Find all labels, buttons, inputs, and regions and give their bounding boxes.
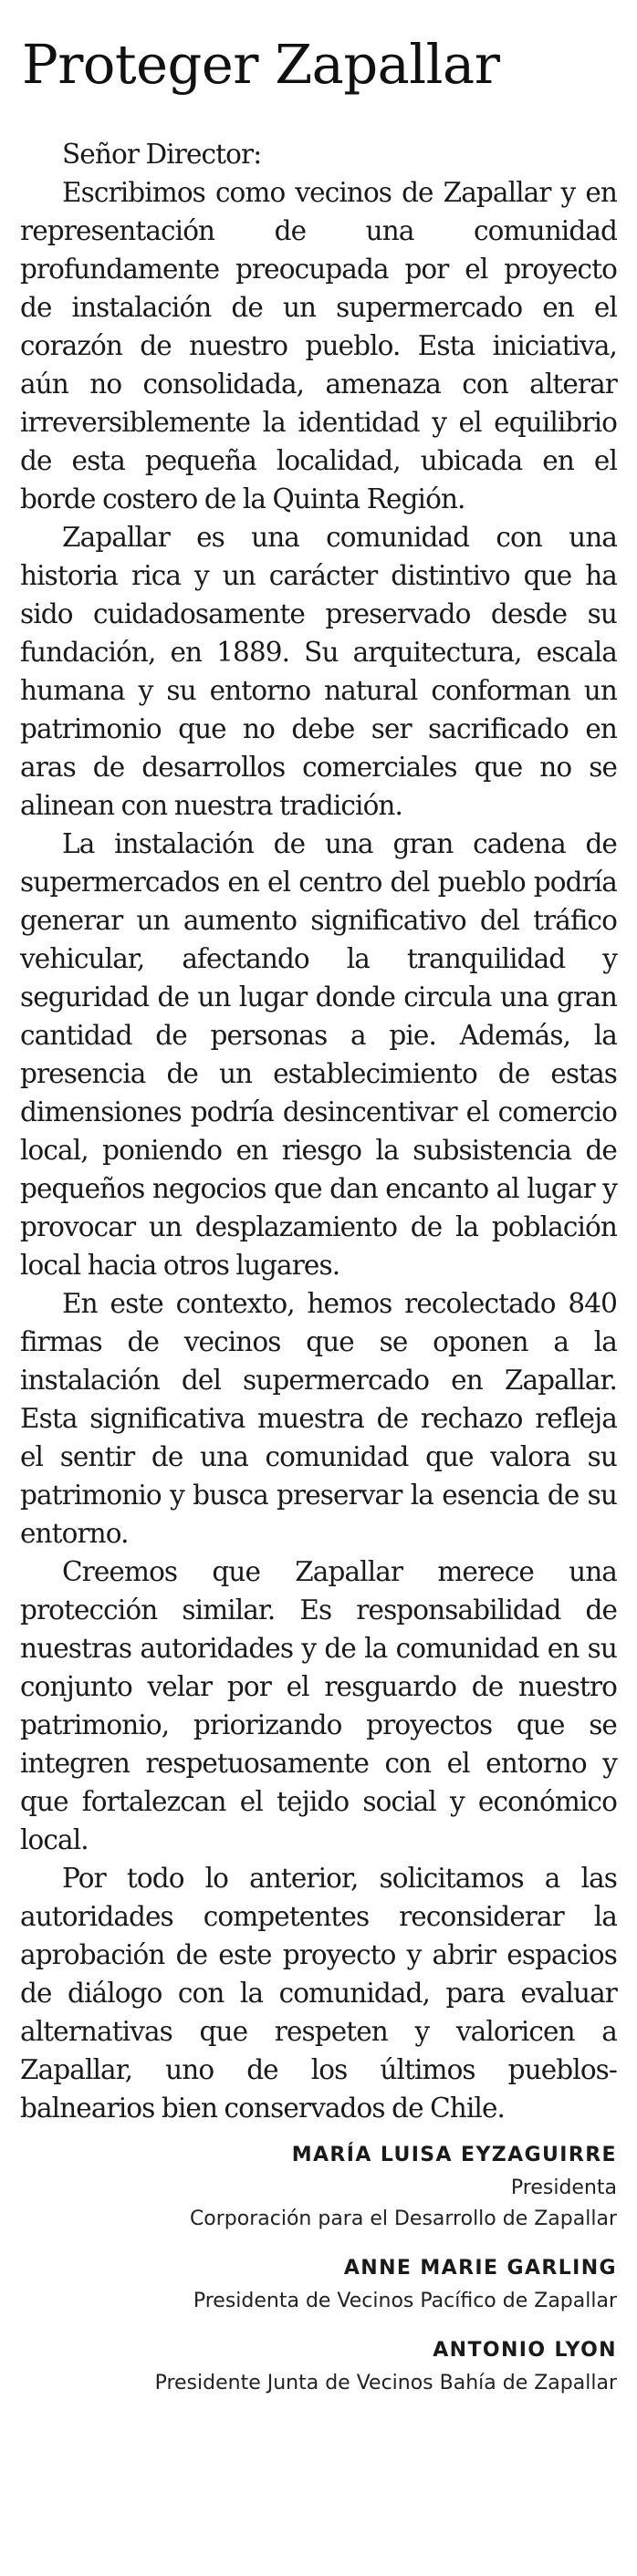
signatory-role: Presidenta [510, 2176, 617, 2199]
paragraph-4: En este contexto, hemos recolectado 840 firmas de vecinos que se oponen a la instalación del supermercado en Zapallar. Esta significativa muestra de rechazo refleja el sentir de una comunidad que valora su patrimonio y busca preservar la esencia de su entorno. [20, 1288, 617, 1549]
paragraph-6: Por todo lo anterior, solicitamos a las autoridades competentes reconsiderar la aprobación de este proyecto y abrir espacios de diálogo con la comunidad, para evaluar alternativas que respeten y valoricen a Zapallar, uno de los últimos pueblos-balnearios bien conservados de Chile. [20, 1863, 617, 2124]
paragraph-2: Zapallar es una comunidad con una historia rica y un carácter distintivo que ha sido cuidadosamente preservado desde su fundación, en 1889. Su arquitectura, escala humana y su entorno natural conforman un patrimonio que no debe ser sacrificado en aras de desarrollos comerciales que no se alinean con nuestra tradición. [20, 522, 617, 821]
signatory-2 [20, 2253, 617, 2322]
signatory-role: Presidente Junta de Vecinos Bahía de Zapallar [154, 2372, 617, 2394]
signatory-1 [20, 2140, 617, 2240]
signatures [20, 2140, 617, 2405]
paragraph-5: Creemos que Zapallar merece una protección similar. Es responsabilidad de nuestras autoridades y de la comunidad en su conjunto velar por el resguardo de nuestro patrimonio, priorizando proyectos que se integren respetuosamente con el entorno y que fortalezcan el tejido social y económico local. [20, 1556, 617, 1855]
letter-body [20, 135, 617, 2127]
signatory-name: MARÍA LUISA EYZAGUIRRE [291, 2144, 617, 2166]
signatory-role: Presidenta de Vecinos Pacífico de Zapallar [193, 2290, 617, 2312]
signatory-3 [20, 2335, 617, 2405]
signatory-name: ANNE MARIE GARLING [343, 2257, 617, 2280]
paragraph-3: La instalación de una gran cadena de supermercados en el centro del pueblo podría generar un aumento significativo del tráfico vehicular, afectando la tranquilidad y seguridad de un lugar donde circula una gran cantidad de personas a pie. Además, la presencia de un establecimiento de estas dimensiones podría desincentivar el comercio local, poniendo en riesgo la subsistencia de pequeños negocios que dan encanto al lugar y provocar un desplazamiento de la población local hacia otros lugares. [20, 828, 617, 1281]
signatory-name: ANTONIO LYON [433, 2339, 617, 2362]
signatory-organization: Corporación para el Desarrollo de Zapallar [189, 2207, 617, 2230]
headline: Proteger Zapallar [22, 33, 500, 96]
salutation: Señor Director: [62, 139, 262, 170]
paragraph-1: Escribimos como vecinos de Zapallar y en representación de una comunidad profundamente preocupada por el proyecto de instalación de un supermercado en el corazón de nuestro pueblo. Esta iniciativa, aún no consolidada, amenaza con alterar irreversiblemente la identidad y el equilibrio de esta pequeña localidad, ubicada en el borde costero de la Quinta Región. [20, 177, 617, 514]
